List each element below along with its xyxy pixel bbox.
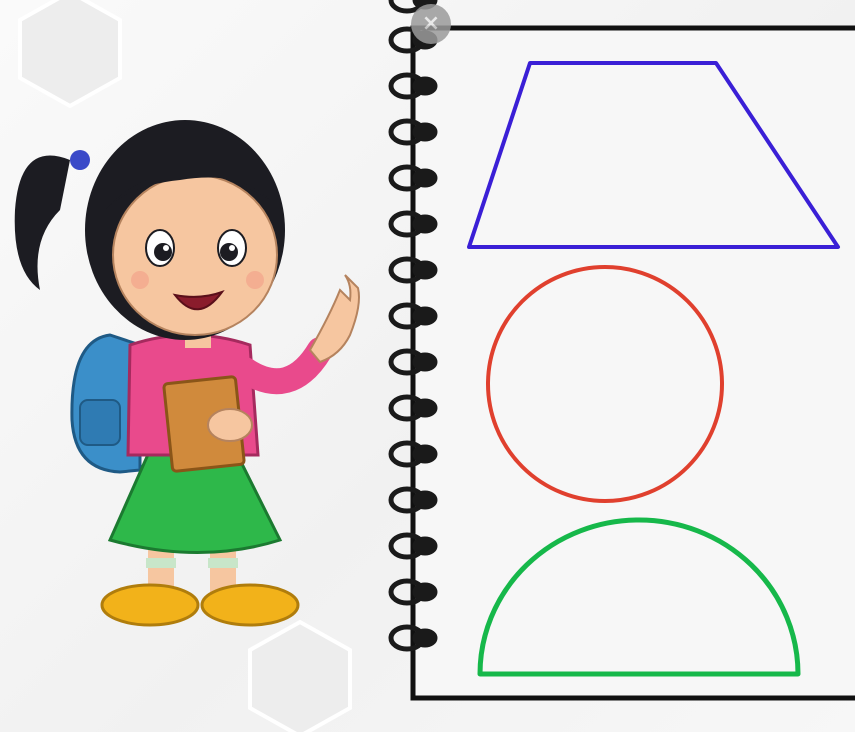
notebook-page	[413, 28, 855, 698]
close-icon[interactable]: ×	[411, 4, 451, 44]
girl-illustration	[0, 100, 370, 640]
spiral-notebook	[385, 0, 855, 732]
